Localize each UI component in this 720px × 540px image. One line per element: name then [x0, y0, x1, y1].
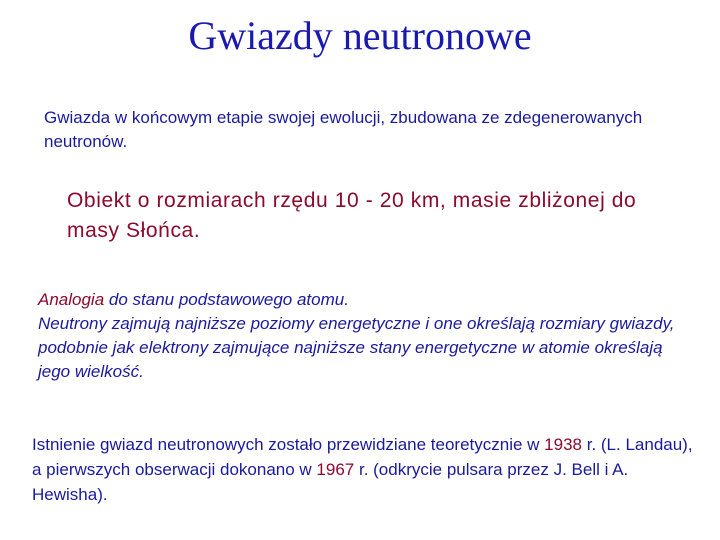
analogy-highlight: Analogia: [38, 290, 105, 309]
analogy-explanation-text: Neutrony zajmują najniższe poziomy energetyczne i one określają rozmiary gwiazdy, podobnie jak elektrony zajmujące najniższe stany energetyczne w atomie określają jego wielkość.: [38, 314, 675, 381]
history-text-part1: Istnienie gwiazd neutronowych zostało przewidziane teoretycznie w: [32, 435, 545, 454]
history-year-1967: 1967: [316, 460, 355, 479]
history-paragraph: [32, 432, 702, 507]
definition-paragraph: Gwiazda w końcowym etapie swojej ewolucji, zbudowana ze zdegenerowanych neutronów.: [44, 108, 643, 151]
history-text-part2: r. (L. Landau), a pierwszych obserwacji dokonano w: [32, 435, 693, 479]
slide-title: Gwiazdy neutronowe: [188, 13, 532, 58]
analogy-paragraph: [38, 288, 698, 384]
analogy-line1-text: do stanu podstawowego atomu.: [104, 290, 349, 309]
history-text-part3: r. (odkrycie pulsara przez J. Bell i A. Hewisha).: [32, 460, 629, 504]
size-mass-paragraph: Obiekt o rozmiarach rzędu 10 - 20 km, masie zbliżonej do masy Słońca.: [67, 189, 637, 242]
history-year-1938: 1938: [544, 435, 582, 454]
